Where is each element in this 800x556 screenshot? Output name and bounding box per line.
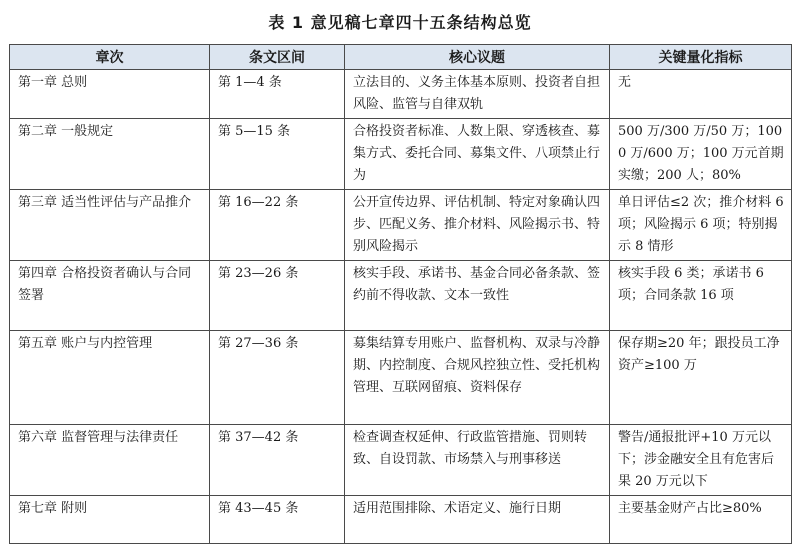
indicators-cell bbox=[610, 119, 792, 190]
chapter-text: 第六章 监督管理与法律责任 bbox=[18, 430, 179, 445]
article-range-text: 第 16—22 条 bbox=[218, 195, 299, 210]
article-range-text: 第 43—45 条 bbox=[218, 501, 299, 516]
header-article-range: 条文区间 bbox=[210, 45, 345, 70]
core-topics-text: 公开宣传边界、评估机制、特定对象确认四步、匹配义务、推介材料、风险揭示书、特别风险揭示 bbox=[353, 195, 601, 254]
core-topics-cell bbox=[345, 190, 610, 261]
structure-table bbox=[9, 44, 792, 544]
table-row bbox=[10, 425, 792, 496]
article-range-cell bbox=[210, 261, 345, 331]
chapter-cell bbox=[10, 70, 210, 119]
chapter-text: 第二章 一般规定 bbox=[18, 124, 114, 139]
chapter-cell bbox=[10, 190, 210, 261]
indicators-text: 主要基金财产占比≥80% bbox=[618, 501, 762, 516]
chapter-text: 第一章 总则 bbox=[18, 75, 88, 90]
article-range-text: 第 1—4 条 bbox=[218, 75, 282, 90]
article-range-cell bbox=[210, 190, 345, 261]
header-key-indicators: 关键量化指标 bbox=[610, 45, 792, 70]
article-range-cell bbox=[210, 119, 345, 190]
indicators-cell bbox=[610, 496, 792, 544]
chapter-cell bbox=[10, 331, 210, 425]
header-chapter: 章次 bbox=[10, 45, 210, 70]
chapter-cell bbox=[10, 119, 210, 190]
chapter-text: 第三章 适当性评估与产品推介 bbox=[18, 195, 192, 210]
chapter-text: 第四章 合格投资者确认与合同签署 bbox=[18, 266, 192, 303]
article-range-cell bbox=[210, 425, 345, 496]
chapter-cell bbox=[10, 496, 210, 544]
core-topics-cell bbox=[345, 331, 610, 425]
core-topics-text: 适用范围排除、术语定义、施行日期 bbox=[353, 501, 562, 516]
article-range-cell bbox=[210, 70, 345, 119]
article-range-cell bbox=[210, 496, 345, 544]
core-topics-cell bbox=[345, 425, 610, 496]
core-topics-cell bbox=[345, 496, 610, 544]
indicators-cell bbox=[610, 70, 792, 119]
article-range-text: 第 37—42 条 bbox=[218, 430, 299, 445]
core-topics-text: 检查调查权延伸、行政监管措施、罚则转致、自设罚款、市场禁入与刑事移送 bbox=[353, 430, 588, 467]
chapter-text: 第七章 附则 bbox=[18, 501, 88, 516]
table-caption: 表 1 意见稿七章四十五条结构总览 bbox=[268, 13, 532, 32]
indicators-cell bbox=[610, 190, 792, 261]
chapter-text: 第五章 账户与内控管理 bbox=[18, 336, 153, 351]
article-range-text: 第 5—15 条 bbox=[218, 124, 291, 139]
core-topics-text: 立法目的、义务主体基本原则、投资者自担风险、监管与自律双轨 bbox=[353, 75, 601, 112]
article-range-cell bbox=[210, 331, 345, 425]
chapter-cell bbox=[10, 425, 210, 496]
indicators-text: 保存期≥20 年；跟投员工净资产≥100 万 bbox=[618, 336, 780, 373]
indicators-text: 警告/通报批评+10 万元以下；涉金融安全且有危害后果 20 万元以下 bbox=[618, 430, 775, 489]
article-range-text: 第 23—26 条 bbox=[218, 266, 299, 281]
indicators-cell bbox=[610, 425, 792, 496]
indicators-cell bbox=[610, 331, 792, 425]
core-topics-cell bbox=[345, 119, 610, 190]
table-row bbox=[10, 496, 792, 544]
table-row bbox=[10, 190, 792, 261]
header-core-topics: 核心议题 bbox=[345, 45, 610, 70]
chapter-cell bbox=[10, 261, 210, 331]
table-row bbox=[10, 331, 792, 425]
article-range-text: 第 27—36 条 bbox=[218, 336, 299, 351]
core-topics-cell bbox=[345, 70, 610, 119]
indicators-cell bbox=[610, 261, 792, 331]
indicators-text: 核实手段 6 类；承诺书 6 项；合同条款 16 项 bbox=[618, 266, 764, 303]
header-row bbox=[10, 45, 792, 70]
core-topics-text: 募集结算专用账户、监督机构、双录与冷静期、内控制度、合规风控独立性、受托机构管理、互联网留痕、资料保存 bbox=[353, 336, 601, 395]
indicators-text: 无 bbox=[618, 75, 632, 90]
indicators-text: 500 万/300 万/50 万；1000 万/600 万；100 万元首期实缴；200 人；80% bbox=[618, 124, 784, 183]
core-topics-text: 合格投资者标准、人数上限、穿透核查、募集方式、委托合同、募集文件、八项禁止行为 bbox=[353, 124, 601, 183]
table-row bbox=[10, 261, 792, 331]
indicators-text: 单日评估≤2 次；推介材料 6 项；风险揭示 6 项；特别揭示 8 情形 bbox=[618, 195, 784, 254]
core-topics-cell bbox=[345, 261, 610, 331]
table-row bbox=[10, 70, 792, 119]
table-row bbox=[10, 119, 792, 190]
core-topics-text: 核实手段、承诺书、基金合同必备条款、签约前不得收款、文本一致性 bbox=[353, 266, 601, 303]
